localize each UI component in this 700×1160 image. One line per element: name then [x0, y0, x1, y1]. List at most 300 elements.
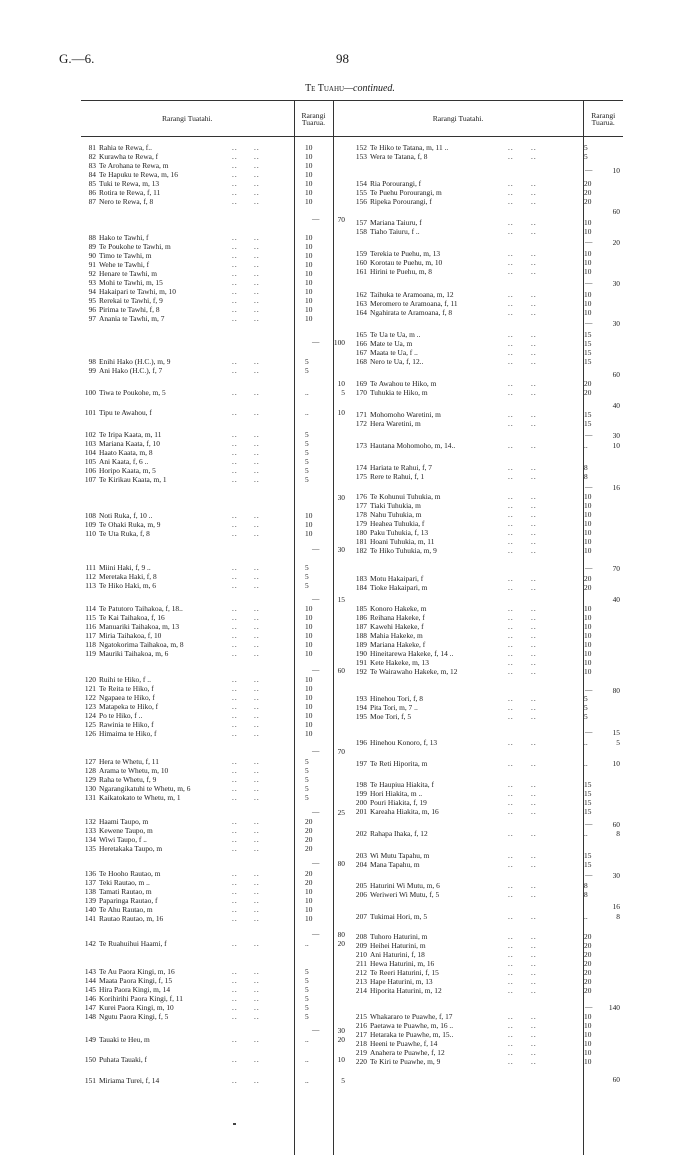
entry-amount: 8	[584, 472, 588, 481]
entry-number: 187	[355, 622, 367, 631]
entry-name: Hinehou Konoro, f, 13	[370, 738, 438, 747]
entry-amount: 20	[584, 574, 592, 583]
entry-number: 165	[355, 330, 367, 339]
group-total: 10	[337, 1055, 345, 1064]
entry-amount: 20	[584, 583, 592, 592]
entry-amount: 10	[584, 1048, 592, 1057]
entry-amount: ..	[305, 1076, 309, 1085]
entry-amount: 5	[584, 694, 588, 703]
group-total: 100	[333, 338, 345, 347]
leader-dots: ..	[232, 278, 238, 287]
leader-dots: ..	[232, 649, 238, 658]
leader-dots: ..	[508, 1048, 514, 1057]
entry-number: 163	[355, 299, 367, 308]
entry-number: 214	[355, 986, 367, 995]
leader-dots: ..	[531, 197, 537, 206]
entry-number: 215	[355, 1012, 367, 1021]
leader-dots: ..	[232, 835, 238, 844]
leader-dots: ..	[508, 1057, 514, 1066]
entry-number: 127	[84, 757, 96, 766]
group-total: 80	[337, 859, 345, 868]
leader-dots: ..	[232, 1012, 238, 1021]
total-rule: —	[585, 318, 593, 327]
entry-number: 178	[355, 510, 367, 519]
entry-number: 207	[355, 912, 367, 921]
entry-number: 121	[84, 684, 96, 693]
leader-dots: ..	[232, 622, 238, 631]
leader-dots: ..	[508, 463, 514, 472]
leader-dots: ..	[232, 844, 238, 853]
entry-name: Mauriki Taihakoa, m, 6	[99, 649, 169, 658]
entry-amount: 20	[584, 388, 592, 397]
entry-name: Te Patutoro Taihakoa, f, 18..	[99, 604, 183, 613]
entry-number: 110	[85, 529, 96, 538]
entry-amount: 5	[305, 766, 309, 775]
leader-dots: ..	[254, 233, 260, 242]
leader-dots: ..	[232, 161, 238, 170]
entry-number: 92	[88, 269, 96, 278]
leader-dots: ..	[232, 439, 238, 448]
entry-name: Mohomoho Waretini, m	[370, 410, 441, 419]
leader-dots: ..	[531, 860, 537, 869]
entry-amount: 10	[305, 305, 313, 314]
leader-dots: ..	[531, 330, 537, 339]
entry-amount: 10	[305, 720, 313, 729]
entry-name: Rere te Rahui, f, 1	[370, 472, 425, 481]
leader-dots: ..	[232, 572, 238, 581]
entry-number: 186	[355, 613, 367, 622]
leader-dots: ..	[508, 267, 514, 276]
entry-amount: 10	[584, 649, 592, 658]
entry-name: Whakararo te Puawhe, f, 17	[370, 1012, 453, 1021]
leader-dots: ..	[531, 510, 537, 519]
entry-number: 175	[355, 472, 367, 481]
total-rule: —	[585, 237, 593, 246]
leader-dots: ..	[508, 912, 514, 921]
entry-amount: 20	[305, 817, 313, 826]
entry-number: 145	[84, 985, 96, 994]
entry-number: 139	[84, 896, 96, 905]
entry-number: 194	[355, 703, 367, 712]
entry-name: Te Kai Taihakoa, f, 16	[99, 613, 165, 622]
entry-amount: 10	[584, 258, 592, 267]
leader-dots: ..	[232, 296, 238, 305]
entry-amount: 5	[305, 366, 309, 375]
leader-dots: ..	[254, 826, 260, 835]
leader-dots: ..	[508, 703, 514, 712]
group-total: 140	[608, 1003, 620, 1012]
group-total: 80	[337, 930, 345, 939]
leader-dots: ..	[531, 950, 537, 959]
leader-dots: ..	[508, 574, 514, 583]
entry-name: Te Reita te Hiko, f	[99, 684, 154, 693]
leader-dots: ..	[232, 887, 238, 896]
group-total: 8	[616, 829, 620, 838]
entry-name: Hape Haturini, m, 13	[370, 977, 433, 986]
entry-name: Hineitarewa Hakeke, f, 14 ..	[370, 649, 454, 658]
entry-number: 217	[355, 1030, 367, 1039]
entry-number: 161	[355, 267, 367, 276]
leader-dots: ..	[531, 604, 537, 613]
group-total: 30	[612, 279, 620, 288]
entry-name: Hera Waretini, m	[370, 419, 421, 428]
leader-dots: ..	[254, 757, 260, 766]
leader-dots: ..	[508, 410, 514, 419]
entry-amount: 10	[305, 711, 313, 720]
entry-number: 116	[85, 622, 96, 631]
entry-name: Tuhukia te Hiko, m	[370, 388, 428, 397]
leader-dots: ..	[232, 188, 238, 197]
entry-name: Te Ruahuihui Haami, f	[99, 939, 167, 948]
leader-dots: ..	[508, 330, 514, 339]
entry-number: 134	[84, 835, 96, 844]
entry-amount: 15	[584, 807, 592, 816]
page-mark	[233, 1123, 236, 1125]
group-total: 5	[341, 388, 345, 397]
entry-name: Te Iripa Kaata, m, 11	[99, 430, 162, 439]
entry-number: 172	[355, 419, 367, 428]
entry-name: Rahia te Rewa, f..	[99, 143, 152, 152]
leader-dots: ..	[254, 278, 260, 287]
right-name-header: Rarangi Tuatahi.	[333, 101, 583, 137]
leader-dots: ..	[531, 977, 537, 986]
leader-dots: ..	[254, 287, 260, 296]
leader-dots: ..	[531, 968, 537, 977]
entry-name: Tipu te Awahou, f	[99, 408, 152, 417]
entry-name: Ngapaea te Hiko, f	[99, 693, 155, 702]
leader-dots: ..	[254, 896, 260, 905]
entry-name: Te Hiko te Tatana, m, 11 ..	[370, 143, 449, 152]
leader-dots: ..	[531, 667, 537, 676]
leader-dots: ..	[531, 959, 537, 968]
leader-dots: ..	[508, 959, 514, 968]
entry-name: Himaima te Hiko, f	[99, 729, 157, 738]
leader-dots: ..	[232, 878, 238, 887]
entry-amount: 20	[584, 379, 592, 388]
leader-dots: ..	[508, 492, 514, 501]
entry-number: 111	[85, 563, 96, 572]
group-total: 40	[612, 595, 620, 604]
leader-dots: ..	[232, 563, 238, 572]
entry-name: Pita Tori, m, 7 ..	[370, 703, 418, 712]
leader-dots: ..	[232, 939, 238, 948]
leader-dots: ..	[508, 188, 514, 197]
leader-dots: ..	[531, 941, 537, 950]
leader-dots: ..	[232, 197, 238, 206]
entry-name: Rerekai te Tawhi, f, 9	[99, 296, 163, 305]
entry-number: 131	[84, 793, 96, 802]
entry-name: Ria Porourangi, f	[370, 179, 422, 188]
group-total: 30	[337, 493, 345, 502]
leader-dots: ..	[508, 890, 514, 899]
entry-name: Te Reti Hiporita, m	[370, 759, 428, 768]
leader-dots: ..	[531, 1057, 537, 1066]
subtitle-suffix: —continued.	[344, 83, 395, 94]
leader-dots: ..	[254, 143, 260, 152]
entry-number: 143	[84, 967, 96, 976]
leader-dots: ..	[531, 649, 537, 658]
leader-dots: ..	[508, 537, 514, 546]
leader-dots: ..	[232, 793, 238, 802]
entry-amount: 10	[305, 649, 313, 658]
leader-dots: ..	[531, 1030, 537, 1039]
leader-dots: ..	[232, 905, 238, 914]
entry-name: Kaikatokato te Whetu, m, 1	[99, 793, 181, 802]
entry-name: Te Hiko Tuhukia, m, 9	[370, 546, 437, 555]
leader-dots: ..	[254, 563, 260, 572]
total-rule: —	[312, 214, 320, 223]
entry-name: Korotau te Puehu, m, 10	[370, 258, 443, 267]
entry-amount: 10	[305, 260, 313, 269]
leader-dots: ..	[232, 152, 238, 161]
leader-dots: ..	[531, 807, 537, 816]
entry-amount: 10	[584, 227, 592, 236]
leader-dots: ..	[254, 766, 260, 775]
leader-dots: ..	[254, 784, 260, 793]
leader-dots: ..	[254, 1055, 260, 1064]
entry-number: 138	[84, 887, 96, 896]
entry-amount: ..	[584, 738, 588, 747]
entry-name: Kareaha Hiakita, m, 16	[370, 807, 439, 816]
leader-dots: ..	[254, 887, 260, 896]
entry-name: Te Ua te Ua, m ..	[370, 330, 421, 339]
entry-amount: 5	[305, 475, 309, 484]
leader-dots: ..	[232, 729, 238, 738]
entry-amount: 10	[305, 188, 313, 197]
group-total: 15	[337, 595, 345, 604]
entry-number: 173	[355, 441, 367, 450]
leader-dots: ..	[254, 720, 260, 729]
leader-dots: ..	[531, 658, 537, 667]
entry-amount: 10	[584, 622, 592, 631]
entry-amount: ..	[305, 408, 309, 417]
leader-dots: ..	[508, 218, 514, 227]
leader-dots: ..	[254, 408, 260, 417]
entry-name: Miriama Turei, f, 14	[99, 1076, 160, 1085]
entry-name: Ani Haturini, f, 18	[370, 950, 425, 959]
leader-dots: ..	[531, 258, 537, 267]
leader-dots: ..	[508, 388, 514, 397]
group-total: 8	[616, 912, 620, 921]
leader-dots: ..	[254, 366, 260, 375]
leader-dots: ..	[531, 1021, 537, 1030]
entry-name: Te Hiko Haki, m, 6	[99, 581, 156, 590]
total-rule: —	[585, 819, 593, 828]
entry-number: 125	[84, 720, 96, 729]
leader-dots: ..	[254, 775, 260, 784]
leader-dots: ..	[508, 441, 514, 450]
entry-amount: 20	[584, 932, 592, 941]
entry-amount: 5	[305, 1003, 309, 1012]
leader-dots: ..	[508, 622, 514, 631]
total-rule: —	[585, 870, 593, 879]
entry-number: 152	[355, 143, 367, 152]
entry-number: 212	[355, 968, 367, 977]
entry-amount: ..	[584, 759, 588, 768]
entry-name: Tiwa te Poukohe, m, 5	[99, 388, 166, 397]
leader-dots: ..	[232, 242, 238, 251]
entry-number: 104	[84, 448, 96, 457]
entry-number: 115	[85, 613, 96, 622]
total-rule: —	[585, 1002, 593, 1011]
entry-number: 157	[355, 218, 367, 227]
entry-number: 219	[355, 1048, 367, 1057]
entry-number: 216	[355, 1021, 367, 1030]
leader-dots: ..	[254, 985, 260, 994]
entry-amount: 10	[305, 233, 313, 242]
entry-amount: 10	[305, 896, 313, 905]
entry-amount: 10	[305, 161, 313, 170]
leader-dots: ..	[531, 640, 537, 649]
total-rule: —	[312, 665, 320, 674]
entry-name: Maata te Ua, f ..	[370, 348, 418, 357]
entry-name: Hera te Whetu, f, 11	[99, 757, 159, 766]
entry-name: Ruihi te Hiko, f ..	[99, 675, 151, 684]
left-name-header: Rarangi Tuatahi.	[81, 101, 294, 137]
entry-amount: 10	[584, 519, 592, 528]
entry-amount: 10	[305, 887, 313, 896]
group-total: 70	[612, 564, 620, 573]
entry-amount: 20	[584, 179, 592, 188]
leader-dots: ..	[531, 308, 537, 317]
entry-number: 206	[355, 890, 367, 899]
entry-number: 190	[355, 649, 367, 658]
group-total: 30	[337, 1026, 345, 1035]
entry-number: 112	[85, 572, 96, 581]
leader-dots: ..	[531, 631, 537, 640]
entry-name: Tuki te Rewa, m, 13	[99, 179, 160, 188]
entry-name: Mahia Hakeke, m	[370, 631, 423, 640]
leader-dots: ..	[232, 817, 238, 826]
entry-amount: 10	[584, 1039, 592, 1048]
leader-dots: ..	[254, 1012, 260, 1021]
leader-dots: ..	[508, 968, 514, 977]
leader-dots: ..	[508, 712, 514, 721]
entry-name: Te Ohaki Ruka, m, 9	[99, 520, 161, 529]
entry-name: Noti Ruka, f, 10 ..	[99, 511, 153, 520]
leader-dots: ..	[508, 860, 514, 869]
leader-dots: ..	[508, 308, 514, 317]
entry-name: Te Ahu Rautao, m	[99, 905, 153, 914]
entry-amount: 5	[305, 784, 309, 793]
leader-dots: ..	[508, 583, 514, 592]
entry-name: Kete Hakeke, m, 13	[370, 658, 429, 667]
total-rule: —	[585, 727, 593, 736]
entry-amount: 20	[584, 959, 592, 968]
entry-number: 88	[88, 233, 96, 242]
entry-amount: 10	[584, 667, 592, 676]
entry-number: 155	[355, 188, 367, 197]
entry-amount: 5	[305, 581, 309, 590]
leader-dots: ..	[254, 793, 260, 802]
entry-name: Hewa Haturini, m, 16	[370, 959, 435, 968]
entry-name: Nero te Ua, f, 12..	[370, 357, 424, 366]
entry-number: 218	[355, 1039, 367, 1048]
entry-name: Korihirihi Paora Kingi, f, 11	[99, 994, 183, 1003]
leader-dots: ..	[232, 640, 238, 649]
entry-name: Te Puehu Porourangi, m	[370, 188, 442, 197]
entry-number: 97	[88, 314, 96, 323]
leader-dots: ..	[531, 379, 537, 388]
group-total: 10	[612, 759, 620, 768]
table-subtitle	[0, 83, 700, 94]
leader-dots: ..	[531, 357, 537, 366]
entry-number: 210	[355, 950, 367, 959]
entry-number: 195	[355, 712, 367, 721]
entry-name: Hako te Tawhi, f	[99, 233, 149, 242]
leader-dots: ..	[531, 419, 537, 428]
group-total: 16	[612, 902, 620, 911]
entry-name: Horipo Kaata, m, 5	[99, 466, 156, 475]
leader-dots: ..	[254, 1076, 260, 1085]
entry-number: 181	[355, 537, 367, 546]
leader-dots: ..	[531, 410, 537, 419]
leader-dots: ..	[254, 430, 260, 439]
entry-name: Wera te Tatana, f, 8	[370, 152, 428, 161]
entry-name: Hira Paora Kingi, m, 14	[99, 985, 171, 994]
entry-name: Ngutu Paora Kingi, f, 5	[99, 1012, 169, 1021]
entry-amount: 5	[305, 439, 309, 448]
leader-dots: ..	[531, 613, 537, 622]
leader-dots: ..	[531, 339, 537, 348]
leader-dots: ..	[254, 269, 260, 278]
entry-amount: 10	[305, 278, 313, 287]
leader-dots: ..	[531, 152, 537, 161]
entry-amount: 15	[584, 798, 592, 807]
entry-amount: 20	[305, 844, 313, 853]
entry-name: Meromero te Aramoana, f, 11	[370, 299, 458, 308]
group-total: 60	[612, 207, 620, 216]
entry-name: Pirima te Tawhi, f, 8	[99, 305, 160, 314]
leader-dots: ..	[531, 574, 537, 583]
entry-amount: 10	[584, 1021, 592, 1030]
entry-amount: 5	[305, 967, 309, 976]
entry-number: 113	[85, 581, 96, 590]
leader-dots: ..	[508, 932, 514, 941]
entry-amount: 10	[584, 218, 592, 227]
leader-dots: ..	[232, 914, 238, 923]
entry-amount: 5	[305, 357, 309, 366]
entry-name: Anania te Tawhi, m, 7	[99, 314, 165, 323]
report-code: G.—6.	[59, 51, 95, 66]
entry-amount: 10	[584, 299, 592, 308]
entry-number: 108	[84, 511, 96, 520]
leader-dots: ..	[531, 249, 537, 258]
total-rule: —	[585, 165, 593, 174]
entry-number: 177	[355, 501, 367, 510]
leader-dots: ..	[232, 784, 238, 793]
entry-name: Manuariki Taihakoa, m, 13	[99, 622, 180, 631]
entry-name: Hiporita Haturini, m, 12	[370, 986, 442, 995]
entry-amount: 5	[305, 994, 309, 1003]
entry-name: Nero te Rewa, f, 8	[99, 197, 154, 206]
entry-amount: 10	[584, 1012, 592, 1021]
entry-number: 158	[355, 227, 367, 236]
entry-number: 179	[355, 519, 367, 528]
total-rule: —	[312, 929, 320, 938]
entry-amount: 5	[584, 712, 588, 721]
entry-name: Te Poukohe te Tawhi, m	[99, 242, 171, 251]
leader-dots: ..	[254, 878, 260, 887]
entry-amount: 10	[305, 143, 313, 152]
entry-name: Wi Mutu Tapahu, m	[370, 851, 430, 860]
leader-dots: ..	[232, 775, 238, 784]
entry-number: 118	[85, 640, 96, 649]
entry-number: 128	[84, 766, 96, 775]
entry-name: Meretaka Haki, f, 8	[99, 572, 157, 581]
total-rule: —	[312, 1025, 320, 1034]
entry-number: 160	[355, 258, 367, 267]
